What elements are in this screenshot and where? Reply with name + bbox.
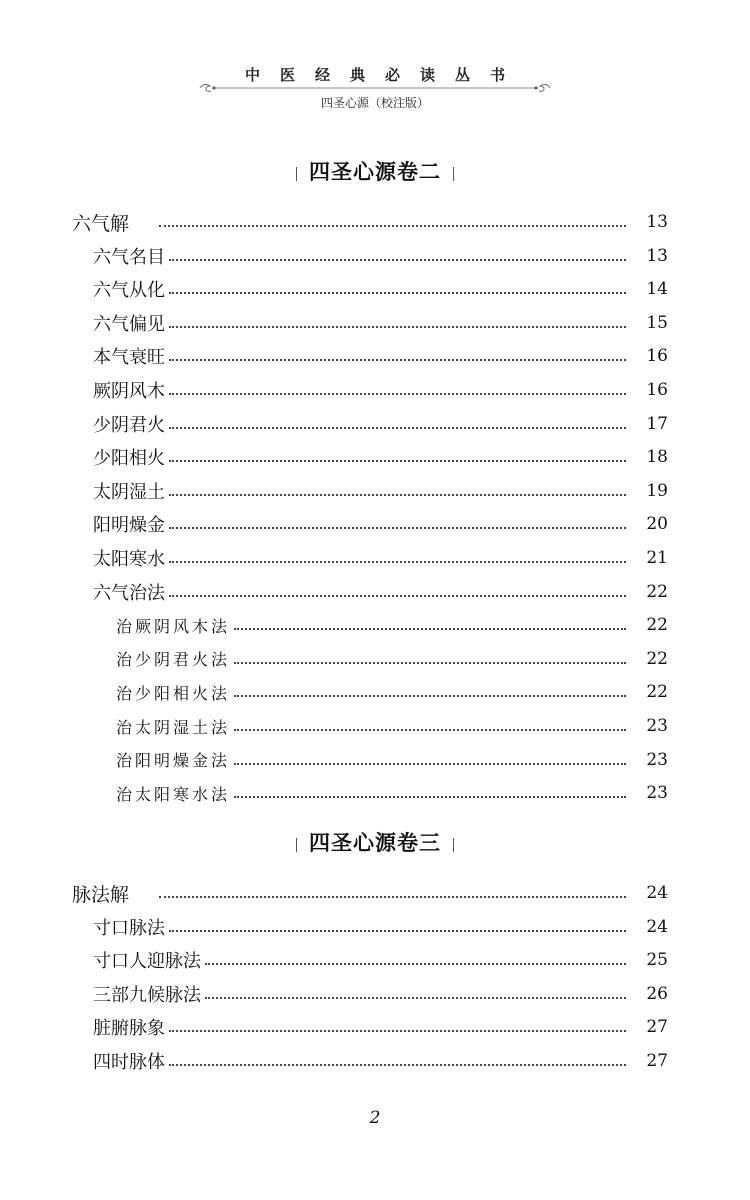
dot-leader xyxy=(205,963,626,965)
toc-page-number: 22 xyxy=(646,648,668,669)
dot-leader xyxy=(234,763,626,765)
dot-leader xyxy=(205,997,626,999)
toc-entry[interactable] xyxy=(0,945,750,975)
toc-entry-label: 三部九候脉法 xyxy=(93,984,201,1006)
toc-entry[interactable] xyxy=(0,274,750,304)
toc-entry-label: 六气治法 xyxy=(93,582,165,604)
toc-section[interactable] xyxy=(0,207,750,237)
dot-leader xyxy=(234,628,626,630)
volume-heading-text: 四圣心源卷三 xyxy=(309,830,441,855)
toc-entry-label: 脉法解 xyxy=(72,883,130,906)
dot-leader xyxy=(169,292,626,294)
dot-leader xyxy=(169,460,626,462)
series-title: 中医经典必读丛书 xyxy=(244,66,525,84)
toc-entry[interactable] xyxy=(0,476,750,506)
dot-leader xyxy=(234,729,626,731)
toc-entry-label: 本气衰旺 xyxy=(93,347,165,369)
toc-entry-label: 脏腑脉象 xyxy=(93,1018,165,1040)
toc-page-number: 23 xyxy=(646,749,668,770)
dot-leader xyxy=(169,1064,626,1066)
toc-entry[interactable] xyxy=(0,1046,750,1076)
dot-leader xyxy=(169,427,626,429)
toc-page-number: 17 xyxy=(646,413,668,434)
toc-subentry[interactable] xyxy=(0,677,750,707)
toc-subentry[interactable] xyxy=(0,778,750,808)
toc-page-number: 18 xyxy=(646,447,668,468)
toc-entry-label: 阳明燥金 xyxy=(93,515,165,537)
toc-entry[interactable] xyxy=(0,341,750,371)
heading-bar-left xyxy=(296,838,297,852)
toc-entry-label: 治少阳相火法 xyxy=(116,683,231,703)
dot-leader xyxy=(169,393,626,395)
dot-leader xyxy=(234,662,626,664)
toc-entry[interactable] xyxy=(0,543,750,573)
toc-entry-label: 六气从化 xyxy=(93,280,165,302)
toc-entry-label: 六气偏见 xyxy=(93,313,165,335)
dot-leader xyxy=(169,527,626,529)
toc-entry[interactable] xyxy=(0,1012,750,1042)
toc-page-number: 15 xyxy=(646,312,668,333)
dot-leader xyxy=(169,595,626,597)
volume-heading xyxy=(0,827,750,857)
volume-heading xyxy=(0,156,750,186)
toc-page-number: 22 xyxy=(646,615,668,636)
toc-entry-label: 六气解 xyxy=(72,212,130,235)
dot-leader xyxy=(169,494,626,496)
toc-entry[interactable] xyxy=(0,979,750,1009)
toc-entry-label: 寸口脉法 xyxy=(93,917,165,939)
toc-subentry[interactable] xyxy=(0,711,750,741)
toc-entry[interactable] xyxy=(0,442,750,472)
dot-leader xyxy=(169,930,626,932)
toc-entry-label: 寸口人迎脉法 xyxy=(93,951,201,973)
toc-entry[interactable] xyxy=(0,912,750,942)
toc-entry-label: 太阳寒水 xyxy=(93,549,165,570)
heading-bar-right xyxy=(453,167,454,181)
toc-page-number: 23 xyxy=(646,783,668,804)
toc-subentry[interactable] xyxy=(0,610,750,640)
toc-entry-label: 少阳相火 xyxy=(93,448,165,470)
toc-entry-label: 治阳明燥金法 xyxy=(116,751,231,771)
toc-entry[interactable] xyxy=(0,509,750,539)
dot-leader xyxy=(234,796,626,798)
dot-leader xyxy=(159,225,626,227)
toc-entry-label: 六气名目 xyxy=(93,246,165,268)
dot-leader xyxy=(169,259,626,261)
toc-entry-label: 治少阴君火法 xyxy=(116,650,231,670)
book-subtitle: 四圣心源（校注版） xyxy=(320,96,429,110)
volume-heading-text: 四圣心源卷二 xyxy=(309,159,441,184)
toc-page-number: 24 xyxy=(646,883,668,903)
toc-page-number: 20 xyxy=(646,514,668,535)
toc-subentry[interactable] xyxy=(0,745,750,775)
dot-leader xyxy=(234,695,626,697)
toc-entry[interactable] xyxy=(0,577,750,607)
toc-entry[interactable] xyxy=(0,409,750,439)
toc-page-number: 27 xyxy=(646,1017,668,1038)
toc-section[interactable] xyxy=(0,878,750,908)
toc-entry-label: 少阴君火 xyxy=(93,414,165,436)
toc-entry-label: 治太阴湿土法 xyxy=(116,717,231,737)
dot-leader xyxy=(169,326,626,328)
toc-page-number: 24 xyxy=(646,916,668,937)
toc-entry-label: 太阴湿土 xyxy=(93,481,165,503)
heading-bar-right xyxy=(453,838,454,852)
page-number: 2 xyxy=(369,1108,381,1128)
dot-leader xyxy=(169,359,626,361)
toc-page-number: 22 xyxy=(646,682,668,703)
toc-page-number: 16 xyxy=(646,346,668,367)
toc-page-number: 25 xyxy=(646,950,668,971)
toc-page-number: 13 xyxy=(646,245,668,266)
toc-page-number: 21 xyxy=(646,548,668,568)
toc-page-number: 16 xyxy=(646,380,668,400)
toc-page-number: 23 xyxy=(646,716,668,736)
toc-entry-label: 四时脉体 xyxy=(93,1052,165,1073)
dot-leader xyxy=(159,896,626,898)
toc-page-number: 13 xyxy=(646,212,668,232)
toc-page-number: 14 xyxy=(646,279,668,300)
heading-bar-left xyxy=(296,167,297,181)
dot-leader xyxy=(169,1030,626,1032)
toc-entry[interactable] xyxy=(0,308,750,338)
toc-entry-label: 治厥阴风木法 xyxy=(116,616,231,636)
toc-page-number: 19 xyxy=(646,480,668,501)
toc-entry-label: 治太阳寒水法 xyxy=(116,784,231,804)
toc-entry[interactable] xyxy=(0,241,750,271)
toc-entry[interactable] xyxy=(0,375,750,405)
toc-page-number: 26 xyxy=(646,983,668,1004)
running-header xyxy=(0,0,750,120)
toc-entry-label: 厥阴风木 xyxy=(93,381,165,402)
dot-leader xyxy=(169,561,626,563)
toc-subentry[interactable] xyxy=(0,644,750,674)
toc-page-number: 22 xyxy=(646,581,668,602)
toc-page-number: 27 xyxy=(646,1051,668,1071)
